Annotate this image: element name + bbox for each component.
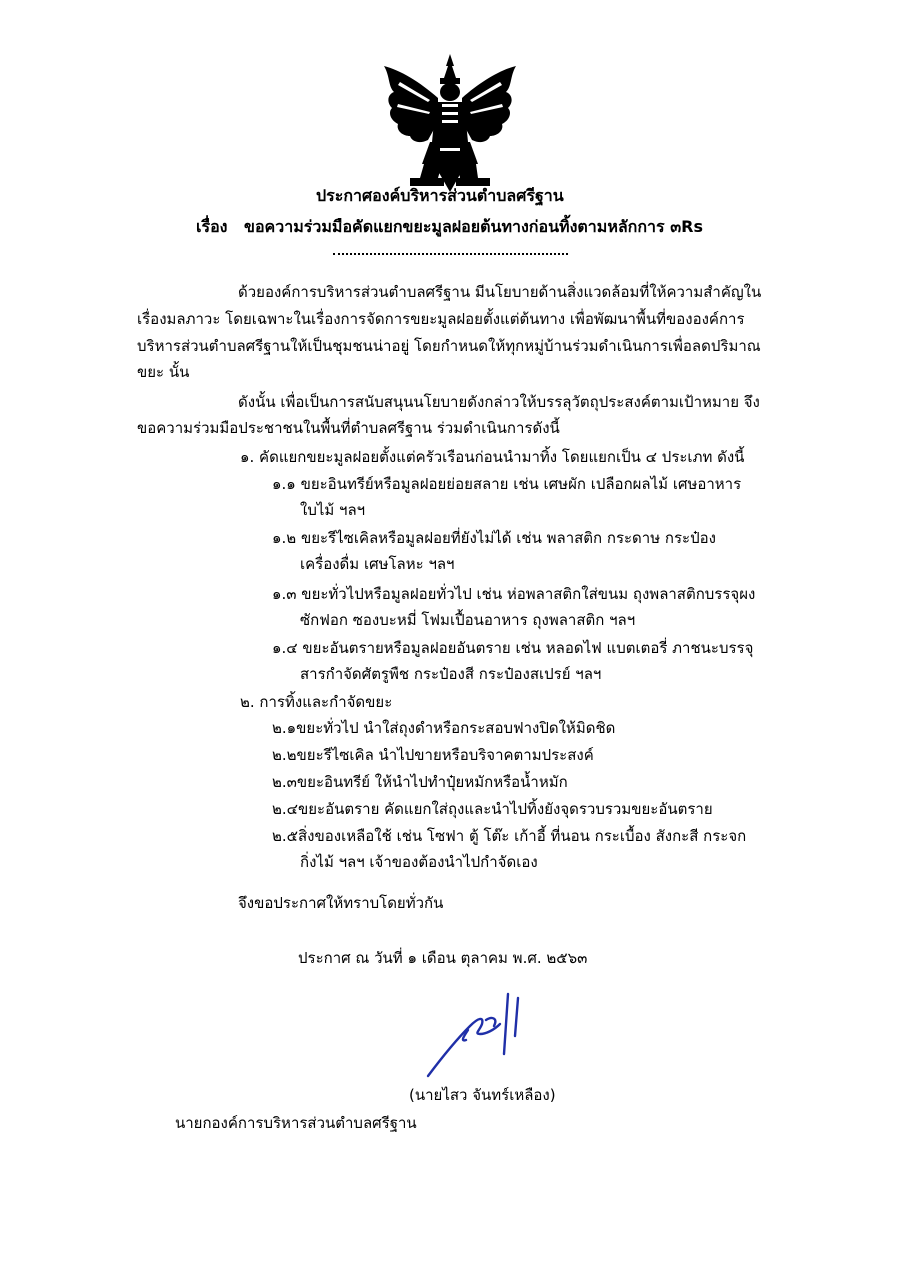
- subject-label: เรื่อง: [196, 217, 228, 236]
- announcement-date: ประกาศ ณ วันที่ ๑ เดือน ตุลาคม พ.ศ. ๒๕๖๓: [298, 949, 588, 967]
- purpose-line: ดังนั้น เพื่อเป็นการสนับสนุนนโยบายดังกล่าวให้บรรลุวัตถุประสงค์ตามเป้าหมาย จึง: [238, 393, 760, 411]
- section1-item: ๑.๑ ขยะอินทรีย์หรือมูลฝอยย่อยสลาย เช่น เศษผัก เปลือกผลไม้ เศษอาหาร: [272, 475, 742, 493]
- intro-line: ขยะ นั้น: [137, 363, 190, 381]
- section1-item-cont: เครื่องดื่ม เศษโลหะ ฯลฯ: [300, 555, 455, 573]
- announcement-subject: ขอความร่วมมือคัดแยกขยะมูลฝอยต้นทางก่อนทิ้งตามหลักการ ๓Rs: [244, 217, 703, 236]
- intro-line: บริหารส่วนตำบลศรีฐานให้เป็นชุมชนน่าอยู่ โดยกำหนดให้ทุกหมู่บ้านร่วมดำเนินการเพื่อลดปริมาณ: [137, 337, 761, 355]
- signature-mark: [420, 990, 540, 1080]
- signatory-name: (นายไสว จันทร์เหลือง): [409, 1086, 556, 1104]
- section2-item-cont: กิ่งไม้ ฯลฯ เจ้าของต้องนำไปกำจัดเอง: [300, 853, 538, 871]
- intro-line: ด้วยองค์การบริหารส่วนตำบลศรีฐาน มีนโยบายด้านสิ่งแวดล้อมที่ให้ความสำคัญใน: [238, 283, 762, 301]
- section2-heading: ๒. การทิ้งและกำจัดขยะ: [240, 693, 393, 711]
- purpose-line: ขอความร่วมมือประชาชนในพื้นที่ตำบลศรีฐาน ร่วมดำเนินการดังนี้: [137, 419, 560, 437]
- garuda-emblem-icon: [380, 52, 520, 194]
- section2-item: ๒.๓ขยะอินทรีย์ ให้นำไปทำปุ๋ยหมักหรือน้ำหมัก: [272, 773, 568, 791]
- section2-item: ๒.๕สิ่งของเหลือใช้ เช่น โซฟา ตู้ โต๊ะ เก้าอี้ ที่นอน กระเบื้อง สังกะสี กระจก: [272, 827, 747, 845]
- intro-line: เรื่องมลภาวะ โดยเฉพาะในเรื่องการจัดการขยะมูลฝอยตั้งแต่ต้นทาง เพื่อพัฒนาพื้นที่ขององค์การ: [137, 310, 745, 328]
- section1-heading: ๑. คัดแยกขยะมูลฝอยตั้งแต่ครัวเรือนก่อนนำมาทิ้ง โดยแยกเป็น ๔ ประเภท ดังนี้: [240, 448, 745, 466]
- closing-text: จึงขอประกาศให้ทราบโดยทั่วกัน: [238, 894, 444, 912]
- section1-item: ๑.๔ ขยะอันตรายหรือมูลฝอยอันตราย เช่น หลอดไฟ แบตเตอรี่ ภาชนะบรรจุ: [272, 639, 754, 657]
- section1-item-cont: สารกำจัดศัตรูพืช กระป๋องสี กระป๋องสเปรย์ ฯลฯ: [300, 665, 602, 683]
- section2-item: ๒.๔ขยะอันตราย คัดแยกใส่ถุงและนำไปทิ้งยังจุดรวบรวมขยะอันตราย: [272, 800, 713, 818]
- announcement-title: ประกาศองค์บริหารส่วนตำบลศรีฐาน: [316, 186, 564, 205]
- title-divider: [333, 253, 568, 255]
- signatory-position: นายกองค์การบริหารส่วนตำบลศรีฐาน: [175, 1114, 417, 1132]
- section1-item-cont: ใบไม้ ฯลฯ: [300, 501, 366, 519]
- section2-item: ๒.๒ขยะรีไซเคิล นำไปขายหรือบริจาคตามประสงค์: [272, 746, 594, 764]
- section1-item: ๑.๓ ขยะทั่วไปหรือมูลฝอยทั่วไป เช่น ห่อพลาสติกใส่ขนม ถุงพลาสติกบรรจุผง: [272, 585, 756, 603]
- section2-item: ๒.๑ขยะทั่วไป นำใส่ถุงดำหรือกระสอบฟางปิดให้มิดชิด: [272, 719, 616, 737]
- section1-item: ๑.๒ ขยะรีไซเคิลหรือมูลฝอยที่ยังไม่ได้ เช่น พลาสติก กระดาษ กระป๋อง: [272, 529, 716, 547]
- section1-item-cont: ซักฟอก ซองบะหมี่ โฟมเปื้อนอาหาร ถุงพลาสติก ฯลฯ: [300, 611, 636, 629]
